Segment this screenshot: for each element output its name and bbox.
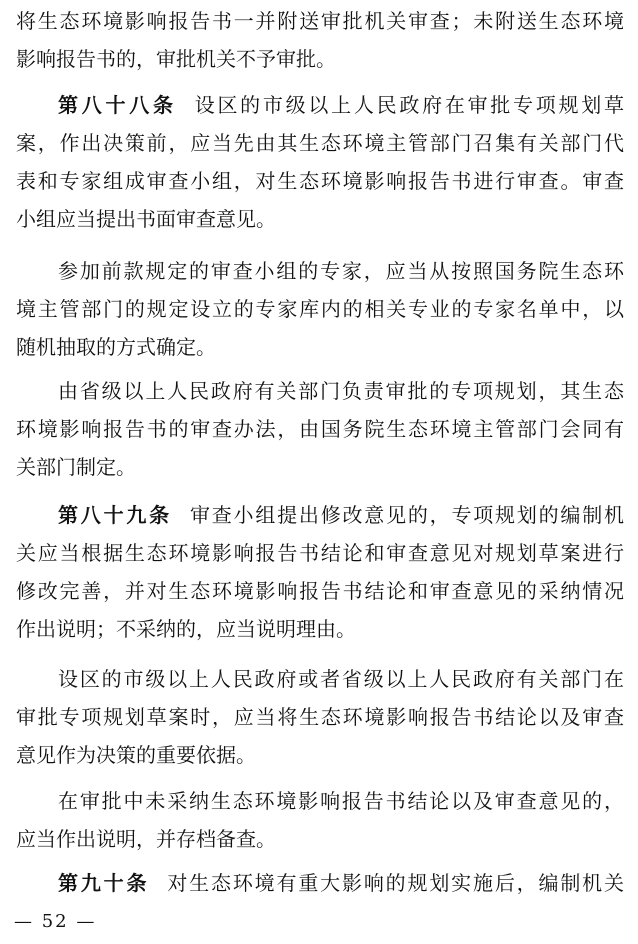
article-89 <box>0 496 638 648</box>
text-line: 将生态环境影响报告书一并附送审批机关审查；未附送生态环境 <box>16 9 624 33</box>
text-line: 表和专家组成审查小组，对生态环境影响报告书进行审查。审查 <box>16 169 624 193</box>
article-first-line <box>0 496 638 534</box>
text-line: 关应当根据生态环境影响报告书结论和审查意见对规划草案进行 <box>16 541 624 565</box>
text-line: 审批专项规划草案时，应当将生态环境影响报告书结论以及审查 <box>16 705 624 729</box>
text-line: 由省级以上人民政府有关部门负责审批的专项规划，其生态 <box>58 379 624 403</box>
article-first-line <box>0 86 638 124</box>
article-88 <box>0 86 638 238</box>
text-line: 应当作出说明，并存档备查。 <box>16 827 276 851</box>
article-heading: 第八十八条 <box>58 93 177 117</box>
text-line: 案，作出决策前，应当先由其生态环境主管部门召集有关部门代 <box>16 131 624 155</box>
article-heading: 第九十条 <box>58 871 150 895</box>
article-90 <box>0 864 638 902</box>
text-line: 参加前款规定的审查小组的专家，应当从按照国务院生态环 <box>58 259 624 283</box>
text-line: 在审批中未采纳生态环境影响报告书结论以及审查意见的， <box>58 789 624 813</box>
article-text: 审查小组提出修改意见的，专项规划的编制机 <box>189 503 625 527</box>
paragraph-experts <box>0 252 638 366</box>
article-heading: 第八十九条 <box>58 503 172 527</box>
article-text: 对生态环境有重大影响的规划实施后，编制机关 <box>167 871 625 895</box>
text-line: 设区的市级以上人民政府或者省级以上人民政府有关部门在 <box>58 667 624 691</box>
text-line: 小组应当提出书面审查意见。 <box>16 207 276 231</box>
text-line: 关部门制定。 <box>16 455 136 479</box>
text-line: 境主管部门的规定设立的专家库内的相关专业的专家名单中，以 <box>16 297 624 321</box>
text-line: 环境影响报告书的审查办法，由国务院生态环境主管部门会同有 <box>16 417 624 441</box>
paragraph-continuation <box>0 2 638 78</box>
paragraph-archive <box>0 782 638 858</box>
text-line: 修改完善，并对生态环境影响报告书结论和审查意见的采纳情况 <box>16 579 624 603</box>
article-first-line <box>0 864 638 902</box>
text-line: 意见作为决策的重要依据。 <box>16 743 256 767</box>
article-text: 设区的市级以上人民政府在审批专项规划草 <box>194 93 625 117</box>
text-line: 随机抽取的方式确定。 <box>16 335 216 359</box>
paragraph-decision-basis <box>0 660 638 774</box>
page-number: — 52 — <box>14 911 97 932</box>
text-line: 作出说明；不采纳的，应当说明理由。 <box>16 617 356 641</box>
paragraph-review-method <box>0 372 638 486</box>
text-line: 影响报告书的，审批机关不予审批。 <box>16 47 336 71</box>
